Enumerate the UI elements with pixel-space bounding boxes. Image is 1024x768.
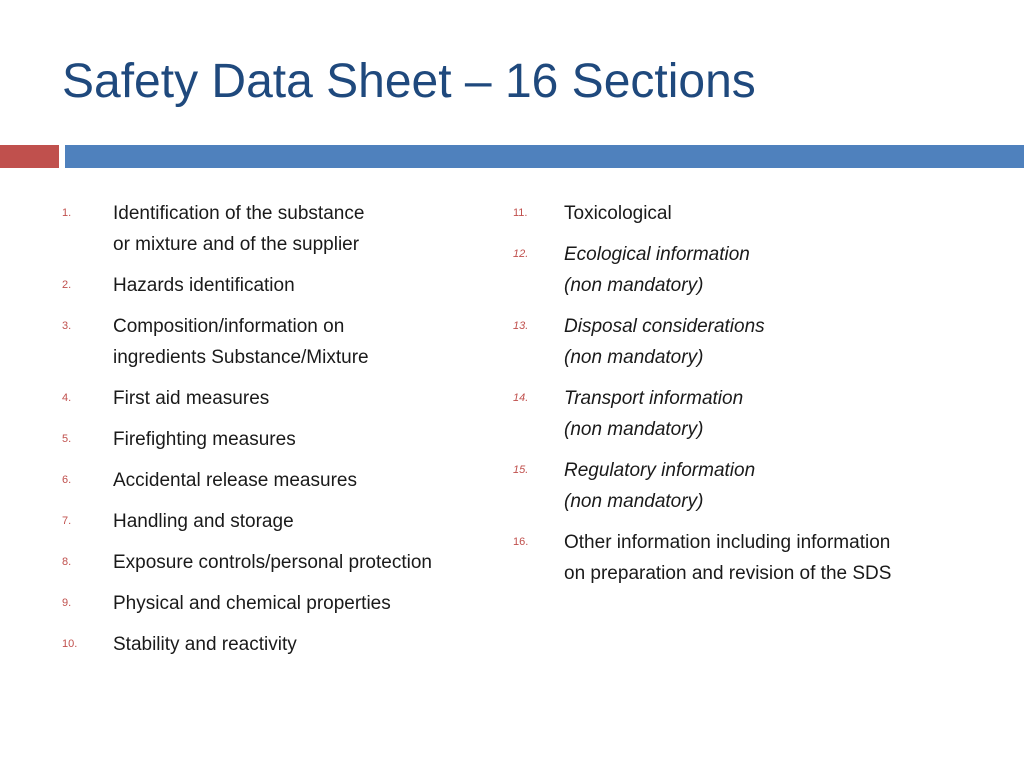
item-number: 10. <box>62 638 78 650</box>
list-item <box>62 588 512 619</box>
sections-list-left <box>62 198 512 670</box>
list-item <box>513 527 1018 589</box>
item-line: (non mandatory) <box>564 419 704 440</box>
list-item <box>62 547 512 578</box>
list-item <box>62 424 512 455</box>
item-line: (non mandatory) <box>564 275 704 296</box>
list-item <box>62 629 512 660</box>
item-number: 2. <box>62 279 72 291</box>
list-item <box>62 198 512 260</box>
accent-bar-blue <box>65 145 1024 168</box>
item-text <box>113 311 512 373</box>
item-line: Toxicological <box>564 203 672 224</box>
list-item <box>62 270 512 301</box>
item-number: 5. <box>62 433 72 445</box>
item-text <box>113 424 512 455</box>
item-line: or mixture and of the supplier <box>113 234 360 255</box>
item-number: 11. <box>513 207 528 219</box>
item-text <box>564 527 1018 589</box>
item-text <box>113 547 512 578</box>
item-number: 3. <box>62 320 72 332</box>
list-item <box>62 465 512 496</box>
item-line: Composition/information on <box>113 316 345 337</box>
item-text <box>113 270 512 301</box>
item-line: Ecological information <box>564 244 750 265</box>
item-number: 16. <box>513 536 529 548</box>
item-line: Other information including information <box>564 532 891 553</box>
item-line: Identification of the substance <box>113 203 365 224</box>
item-number: 14. <box>513 392 529 404</box>
item-line: Handling and storage <box>113 511 294 532</box>
accent-bar-red <box>0 145 59 168</box>
item-number: 6. <box>62 474 72 486</box>
item-line: ingredients Substance/Mixture <box>113 347 369 368</box>
item-text <box>564 455 1018 517</box>
item-line: Exposure controls/personal protection <box>113 552 432 573</box>
item-line: (non mandatory) <box>564 491 704 512</box>
item-line: Transport information <box>564 388 744 409</box>
item-line: Stability and reactivity <box>113 634 297 655</box>
item-text <box>564 383 1018 445</box>
item-text <box>113 465 512 496</box>
item-line: First aid measures <box>113 388 270 409</box>
list-item <box>513 311 1018 373</box>
item-line: Regulatory information <box>564 460 756 481</box>
item-text <box>113 198 512 260</box>
item-line: Accidental release measures <box>113 470 357 491</box>
item-number: 4. <box>62 392 72 404</box>
item-line: Physical and chemical properties <box>113 593 391 614</box>
item-number: 1. <box>62 207 72 219</box>
list-item <box>513 239 1018 301</box>
list-item <box>62 383 512 414</box>
item-text <box>564 239 1018 301</box>
list-item <box>62 506 512 537</box>
item-line: on preparation and revision of the SDS <box>564 563 892 584</box>
item-number: 7. <box>62 515 72 527</box>
item-line: Firefighting measures <box>113 429 296 450</box>
item-line: Disposal considerations <box>564 316 765 337</box>
item-line: (non mandatory) <box>564 347 704 368</box>
item-line: Hazards identification <box>113 275 295 296</box>
item-number: 12. <box>513 248 529 260</box>
list-item <box>62 311 512 373</box>
item-text <box>113 383 512 414</box>
sections-list-right <box>513 198 1018 599</box>
item-text <box>113 506 512 537</box>
slide-title: Safety Data Sheet – 16 Sections <box>62 55 756 108</box>
list-item <box>513 383 1018 445</box>
item-text <box>564 311 1018 373</box>
item-number: 15. <box>513 464 529 476</box>
item-text <box>564 198 1018 229</box>
item-text <box>113 629 512 660</box>
list-item <box>513 198 1018 229</box>
item-text <box>113 588 512 619</box>
item-number: 13. <box>513 320 529 332</box>
list-item <box>513 455 1018 517</box>
item-number: 9. <box>62 597 72 609</box>
item-number: 8. <box>62 556 72 568</box>
